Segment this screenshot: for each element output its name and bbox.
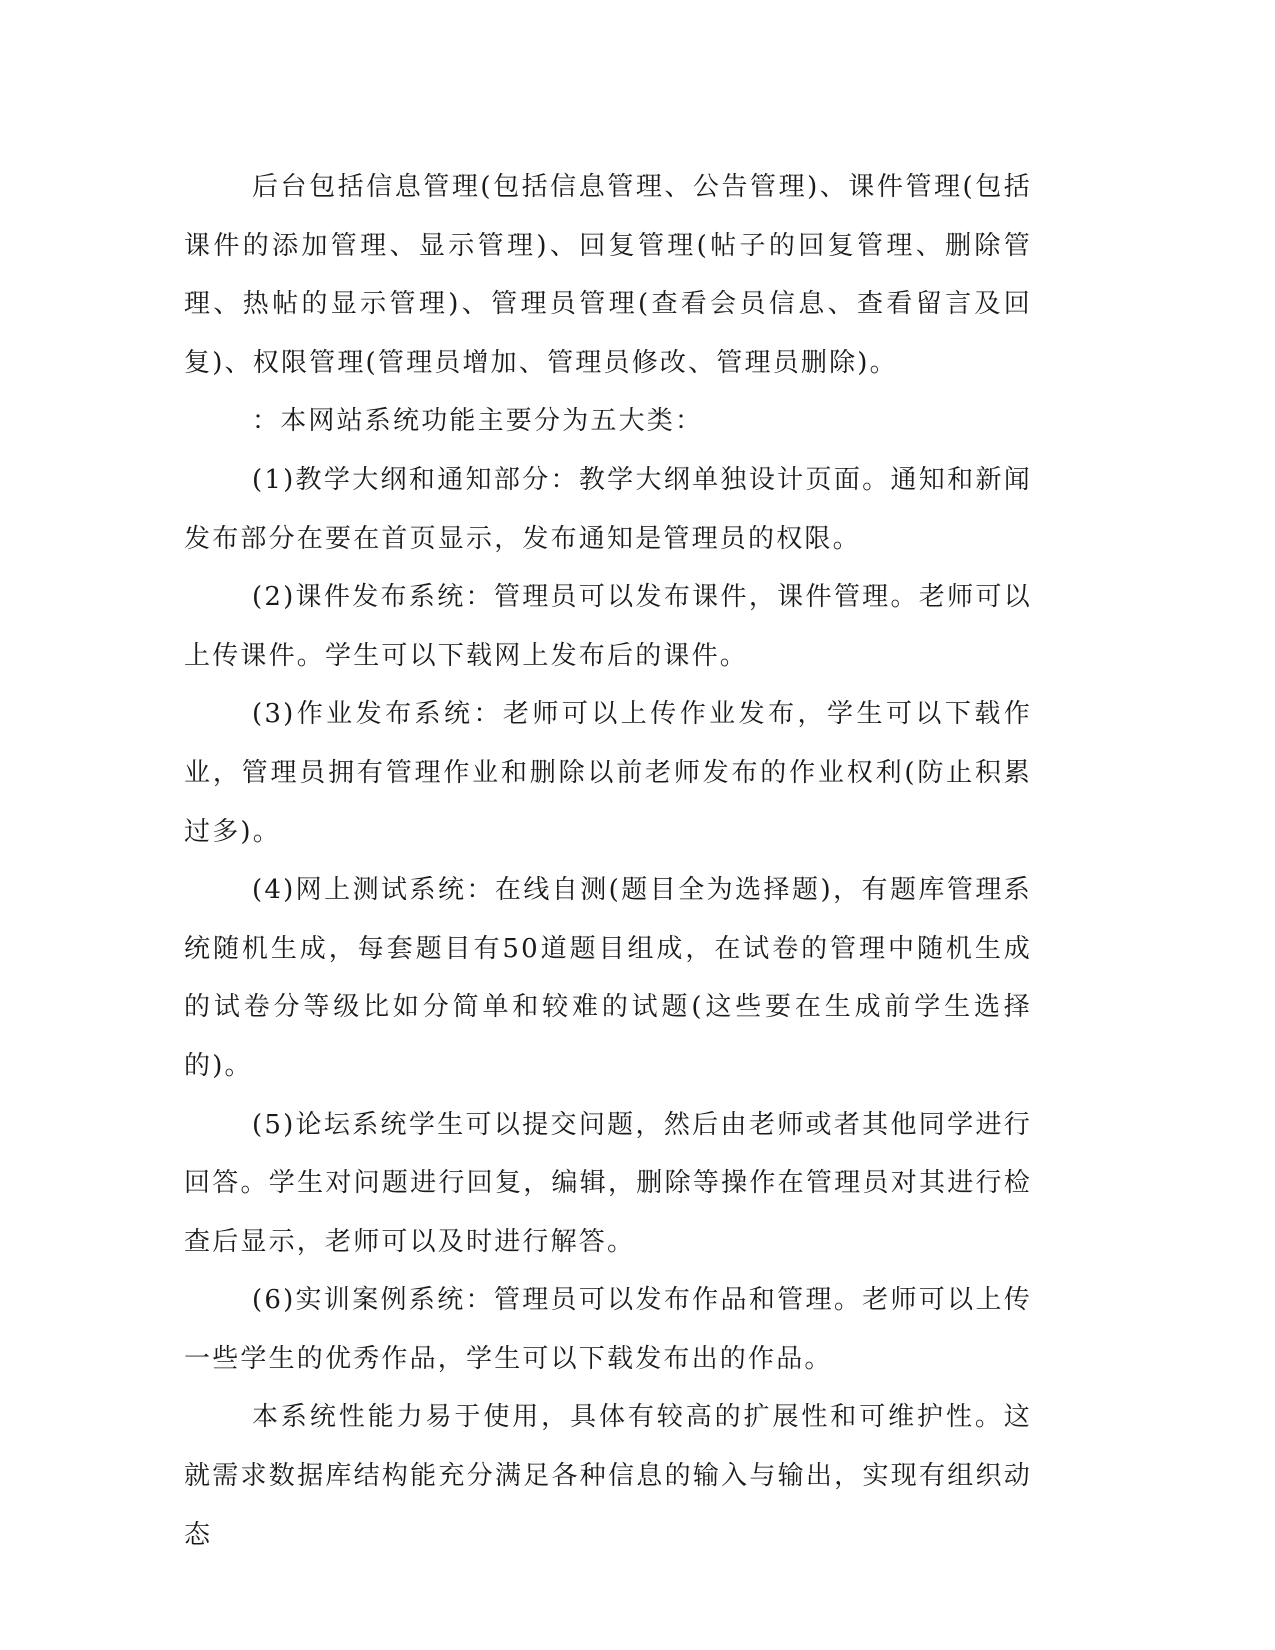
paragraph-function-intro: ：本网站系统功能主要分为五大类：	[252, 406, 704, 437]
paragraph-performance: 本系统性能力易于使用，具体有较高的扩展性和可维护性。这就需求数据库结构能充分满足各种信息的输入与输出，实现有组织动态	[184, 1402, 1032, 1550]
paragraph-online-test: (4)网上测试系统：在线自测(题目全为选择题)，有题库管理系统随机生成，每套题目有50道题目组成，在试卷的管理中随机生成的试卷分等级比如分简单和较难的试题(这些要在生成前学生选择的)。	[184, 875, 1032, 1081]
paragraph-homework: (3)作业发布系统：老师可以上传作业发布，学生可以下载作业，管理员拥有管理作业和删除以前老师发布的作业权利(防止积累过多)。	[184, 699, 1032, 847]
paragraph-backend-modules: 后台包括信息管理(包括信息管理、公告管理)、课件管理(包括课件的添加管理、显示管理)、回复管理(帖子的回复管理、删除管理、热帖的显示管理)、管理员管理(查看会员信息、查看留言及回复)、权限管理(管理员增加、管理员修改、管理员删除)。	[184, 172, 1032, 378]
document-body	[184, 158, 1032, 1564]
paragraph-syllabus-notice: (1)教学大纲和通知部分：教学大纲单独设计页面。通知和新闻发布部分在要在首页显示，发布通知是管理员的权限。	[184, 464, 1032, 554]
paragraph-courseware: (2)课件发布系统：管理员可以发布课件，课件管理。老师可以上传课件。学生可以下载网上发布后的课件。	[184, 582, 1032, 671]
paragraph-forum: (5)论坛系统学生可以提交问题，然后由老师或者其他同学进行回答。学生对问题进行回复，编辑，删除等操作在管理员对其进行检查后显示，老师可以及时进行解答。	[184, 1109, 1032, 1257]
paragraph-training-cases: (6)实训案例系统：管理员可以发布作品和管理。老师可以上传一些学生的优秀作品，学生可以下载发布出的作品。	[184, 1285, 1032, 1374]
